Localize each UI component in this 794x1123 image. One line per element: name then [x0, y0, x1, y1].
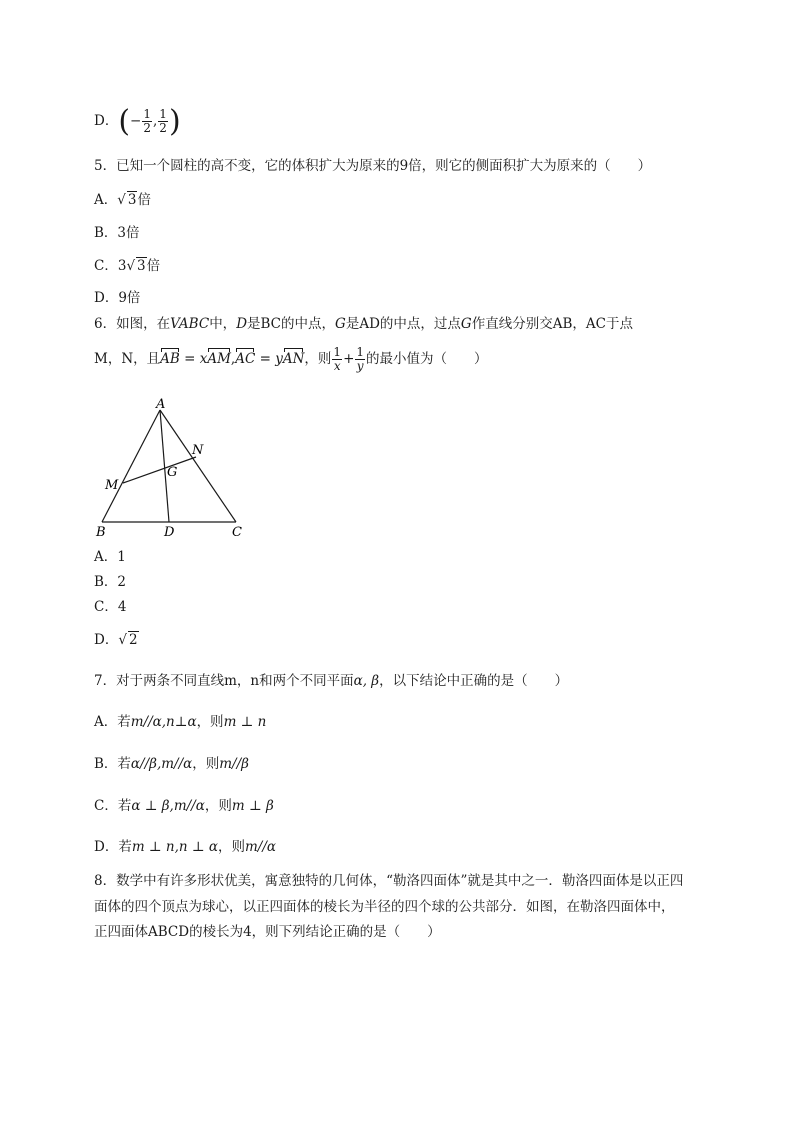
label-a: A: [156, 397, 166, 412]
triangle-figure: [90, 396, 260, 546]
vector-ab: AB: [160, 351, 180, 367]
label-d: D: [164, 525, 175, 540]
label-b: B: [96, 525, 106, 540]
fraction: $\frac{1}{2}$: [159, 107, 167, 135]
q5-option-c[interactable]: C．3√ 3倍: [94, 258, 161, 274]
sqrt-sign: √ 3: [126, 258, 146, 274]
q6-stem-line1: 6．如图，在VABC中，D是BC的中点，G是AD的中点，过点G作直线分别交AB，AC于点: [94, 316, 633, 332]
q7-option-a[interactable]: A．若m//α,n⊥α，则m ⊥ n: [94, 714, 267, 730]
fraction-1-over-x: $\frac{1}{x}$: [333, 345, 342, 373]
label-g: G: [167, 465, 178, 480]
q6-option-c[interactable]: C．4: [94, 599, 127, 615]
q6-option-a[interactable]: A．1: [94, 549, 126, 565]
q8-stem-line3: 正四面体ABCD的棱长为4，则下列结论正确的是（ ）: [94, 924, 441, 940]
option-label: D．: [94, 113, 119, 129]
fraction-1-over-y: $\frac{1}{y}$: [356, 345, 365, 373]
label-c: C: [232, 525, 242, 540]
left-paren: (: [118, 104, 131, 139]
q7-option-b[interactable]: B．若α//β,m//α，则m//β: [94, 756, 249, 772]
q4-option-d[interactable]: D．(− $\frac{1}{2}$ , $\frac{1}{2}$ ): [94, 104, 181, 139]
label-m: M: [105, 478, 119, 493]
q5-option-b[interactable]: B．3倍: [94, 225, 140, 241]
q7-option-c[interactable]: C．若α ⊥ β,m//α，则m ⊥ β: [94, 798, 274, 814]
q6-option-b[interactable]: B．2: [94, 574, 127, 590]
vector-an: AN: [282, 351, 305, 367]
sqrt-sign: √ 3: [117, 192, 137, 208]
q6-stem-line2: M，N，且AB = xAM,AC = yAN，则 $\frac{1}{x}$ + $\frac{1}{y}$ 的最小值为（ ）: [94, 345, 488, 373]
minus-sign: −: [130, 113, 142, 129]
q5-option-d[interactable]: D．9倍: [94, 290, 141, 306]
q5-option-a[interactable]: A．√ 3倍: [94, 192, 151, 208]
side-ab: [102, 410, 160, 522]
q5-stem: 5．已知一个圆柱的高不变，它的体积扩大为原来的9倍，则它的侧面积扩大为原来的（ ）: [94, 158, 652, 174]
fraction: $\frac{1}{2}$: [143, 107, 151, 135]
label-n: N: [192, 443, 204, 458]
q6-option-d[interactable]: D．√ 2: [94, 632, 138, 648]
right-paren: ): [168, 104, 181, 139]
sqrt-sign: √ 2: [118, 632, 138, 648]
q8-stem-line2: 面体的四个顶点为球心，以正四面体的棱长为半径的四个球的公共部分．如图，在勒洛四面体中，: [94, 899, 675, 915]
vector-am: AM: [207, 351, 231, 367]
q8-stem-line1: 8．数学中有许多形状优美，寓意独特的几何体，“勒洛四面体”就是其中之一．勒洛四面体是以正四: [94, 873, 684, 889]
q7-stem: 7．对于两条不同直线m，n和两个不同平面α, β，以下结论中正确的是（ ）: [94, 673, 569, 689]
vector-ac: AC: [235, 351, 256, 367]
q7-option-d[interactable]: D．若m ⊥ n,n ⊥ α，则m//α: [94, 839, 276, 855]
